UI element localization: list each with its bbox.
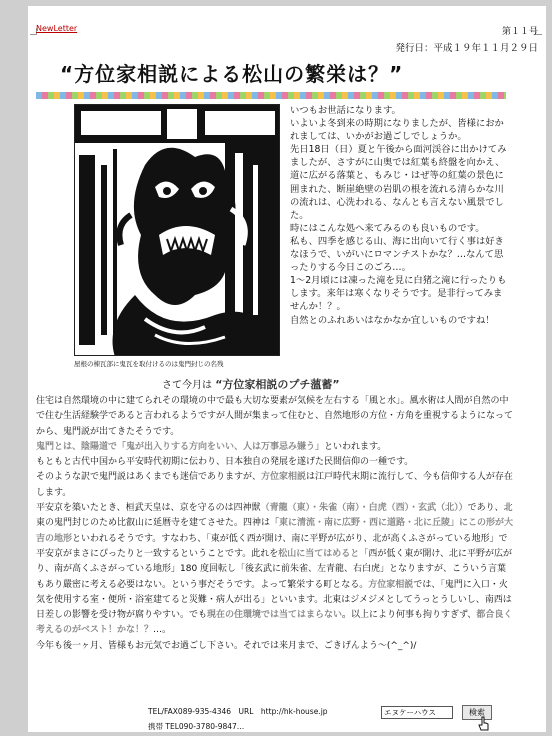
masthead: NewLetter <box>36 24 78 33</box>
search-input[interactable] <box>381 706 453 719</box>
greeting-line: 1～2月頃には凍った滝を見に白猪之滝に行ったりもします。来年は寒くなりそうです。是非行ってみませんか！？。 <box>290 275 507 313</box>
highlight-text: 「東に清流・南に広野・西に道路・北に丘陵」に <box>270 518 469 529</box>
article-paragraph <box>36 501 514 639</box>
article-paragraph: もともと古代中国から平安時代初期に伝わり、日本独自の発展を遂げた民間信仰の一種です。 <box>36 457 414 468</box>
greeting-line: 自然とのふれあいはなかなか宜しいものですね！ <box>290 314 495 326</box>
highlight-text: この形が大吉の地形 <box>36 518 514 544</box>
search-button[interactable]: 検索 <box>462 705 492 720</box>
greeting-column <box>290 104 508 327</box>
onigawara-illustration <box>75 105 280 356</box>
article-paragraph <box>36 440 514 455</box>
newsletter-title: “方位家相説による松山の繁栄は？” <box>60 62 404 86</box>
greeting-line: いつもお世話になります。 <box>290 105 401 116</box>
article-text: では、「鬼門に入口・火気を使用する室・便所・浴室建てると災難・病人が出る」といいます。北東はジメジメとしてうっとうしいし、南西は日差しの影響を受け物が腐りやすい。でも <box>36 579 512 621</box>
article-text: といわれます。 <box>324 441 387 452</box>
article-text: といわれるそうです。すなわち、「東が低く西が開け、南に平野が広がり、北が高くふさがっている地形」で平安京がまさにぴったりと一致するということです。此れを <box>36 533 508 559</box>
article-text: は江戸時代末期に流行して、今も信仰する人が存在します。 <box>36 472 513 498</box>
decorative-border <box>36 92 506 99</box>
issue-date: 発行日：平成１９年１１月２９日 <box>395 43 538 54</box>
section-heading-prefix: さて今月は <box>162 380 216 391</box>
onigawara-photo <box>74 104 280 356</box>
section-heading-title: “方位家相説のプチ薀蓄” <box>215 378 340 391</box>
article-text: であり、北東の鬼門封じのため比叡山に延暦寺を建てさせた。四神は <box>36 503 513 529</box>
article-text: 平安京を築いたとき、桓武天皇は、京を守るのは四神獣 <box>36 503 261 514</box>
article-body <box>36 394 514 654</box>
highlight-text: 陰陽道で「鬼が出入りする方向をいい、人は万事忌み嫌う」 <box>81 441 325 452</box>
photo-caption: 屋根の棟瓦部に鬼瓦を取付けるのは鬼門封じの名残 <box>74 360 224 368</box>
article-paragraph: 今年も後一ヶ月、皆様もお元気でお過ごし下さい。それでは来月まで、ごきげんよう～(^_^)/ <box>36 640 417 651</box>
highlight-text: 鬼門とは、 <box>36 441 82 452</box>
contact-mobile: 携帯 TEL090-3780-9847… <box>148 722 245 731</box>
contact-phone-url: TEL/FAX089-935-4346 URL http://hk-house.jp <box>148 707 328 716</box>
highlight-text: 方位家相説 <box>261 472 307 483</box>
article-paragraph: 住宅は自然環境の中に建てられその環境の中で最も大切な要素が気候を左右する「風と水」。風水術は人間が自然の中で住む生活経験学であると言われるようですが人間が集まって住むと、自然地形の方位・方角を重視するようになってから、鬼門説が出てきたそうです。 <box>36 396 514 437</box>
highlight-text: 現在の住環境では当てはまらない。 <box>207 610 352 621</box>
article-text: そのような訳で鬼門説はあくまでも迷信でありますが、 <box>36 472 262 483</box>
highlight-text: 方位家相説 <box>368 579 414 590</box>
highlight-text: 松山に当てはめると <box>278 548 360 559</box>
article-text: …。 <box>153 625 172 636</box>
article-paragraph <box>36 470 514 501</box>
greeting-line: いよいよ冬到来の時期になりましたが、皆様におかれましては、いかがお過ごしでしょうか。 <box>290 118 504 143</box>
highlight-text: 都合良く考えるのがベスト！かな！？ <box>36 610 513 636</box>
greeting-line: 時にはこんな処へ来てみるのも良いものです。 <box>290 222 485 234</box>
article-text: 以上により何事も拘りすぎず、 <box>351 610 477 621</box>
section-heading <box>162 376 340 392</box>
issue-number: 第１１号 <box>501 27 538 37</box>
highlight-text: （青龍（東）・朱雀（南）・白虎（西）・玄武（北）） <box>260 503 468 514</box>
greeting-line: 私も、四季を感じる山、海に出向いて行く事は好きなほうで、いがいにロマンチストかな？…なんて思ったりする今日このごろ…。 <box>290 235 504 274</box>
greeting-line: 先日18日（日）夏と午後から面河渓谷に出かけてみましたが、さすがに山奥では紅葉も終盤を向かえ、道に広がる落葉と、もみじ・はぜ等の紅葉の景色に囲まれた、断崖絶壁の岩肌の根を流れる清らかな川の流れは、心洗われる、なんとも言えない風景でした。 <box>290 144 507 221</box>
article-text: 「西が低く東が開け、北に平野が広がり、南が高くふさがっている地形」180 度回転し「後玄武に前朱雀、左青龍、右白虎」となりますが、こういう言葉もあり嚴密に考える必要はない。という事だそうです。よって繁栄する町となる。 <box>36 548 512 590</box>
